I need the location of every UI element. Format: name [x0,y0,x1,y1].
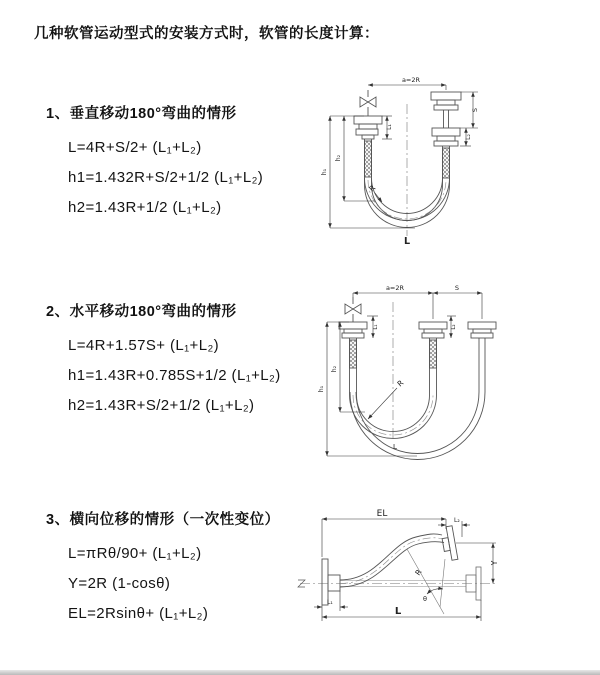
angle-construction [407,549,445,614]
dim-label-y: Y [490,560,499,566]
right-upper-flange-fitting [431,92,461,128]
section-3-heading: 3、横向位移的情形（一次性变位） [46,512,280,528]
formula-h2: h2=1.43R+1/2 (L₁+L₂) [68,199,222,216]
radius-leader [375,193,382,202]
section-1-heading: 1、垂直移动180°弯曲的情形 [46,106,237,122]
dim-label-l2: L₂ [454,517,460,524]
formula-Y: Y=2R (1-cosθ) [68,575,171,592]
hose-right-leg-second-position [479,338,485,392]
section-vertical-180 [46,102,316,223]
diagram-horizontal-180-bend [303,277,595,463]
dim-label-l1: L₁ [386,124,393,130]
formula-L: L=πRθ/90+ (L₁+L₂) [68,545,202,562]
left-flange-fitting [339,322,367,338]
dim-label-l1: L₁ [327,599,333,606]
hose-s-curve [340,534,444,587]
dim-label-h2: h₂ [335,154,342,162]
upper-flange-fitting [440,526,458,562]
radius-label: R [395,378,406,389]
radius-label: R [413,567,424,578]
left-flange-fitting [354,116,382,139]
hose-u-bend-second-position [350,392,485,460]
formula-h1: h1=1.43R+0.785S+1/2 (L₁+L₂) [68,367,281,384]
length-label: L [403,236,411,247]
section-lateral-displacement [46,508,316,629]
radius-leader [368,388,397,419]
diagram-vertical-180-bend [303,66,595,262]
formula-h1: h1=1.432R+S/2+1/2 (L₁+L₂) [68,169,264,186]
valve-icon [345,297,361,322]
hose-middle-leg [430,338,437,395]
angle-label: θ [423,595,427,603]
right-lower-flange-fitting [432,128,460,146]
middle-flange-fitting [419,322,447,338]
right-flange-fitting [468,322,496,338]
dim-label-l2: L₂ [465,134,472,140]
hose-right-leg [443,146,450,185]
dim-label-s: S [454,284,460,292]
page-title: 几种软管运动型式的安装方式时，软管的长度计算： [34,26,379,42]
diagram-lateral-displacement [294,497,600,669]
hose-left-leg [365,139,372,185]
dim-label-a2r: a=2R [401,76,421,84]
dim-label-h1: h₁ [321,168,328,176]
dim-label-a2r: a=2R [385,284,405,292]
radius-label: R [367,183,378,194]
dim-label-h2: h₂ [331,365,338,373]
formula-h2: h2=1.43R+S/2+1/2 (L₁+L₂) [68,397,255,414]
length-label: L [393,443,397,451]
section-2-heading: 2、水平移动180°弯曲的情形 [46,304,237,320]
dim-label-l1: L₁ [373,324,379,330]
formula-L: L=4R+1.57S+ (L₁+L₂) [68,337,220,354]
hose-left-leg [350,338,357,395]
dim-label-l2: L₂ [451,324,457,330]
dim-label-h1: h₁ [318,385,325,393]
dim-label-s: S [471,107,479,113]
formula-EL: EL=2Rsinθ+ (L₁+L₂) [68,605,209,622]
dim-label-el: EL [376,509,388,519]
length-label: L [394,606,402,617]
angle-arc [427,589,443,594]
scan-bottom-edge [0,670,600,675]
formula-L: L=4R+S/2+ (L₁+L₂) [68,139,202,156]
valve-icon [360,90,376,116]
section-horizontal-180 [46,300,316,421]
